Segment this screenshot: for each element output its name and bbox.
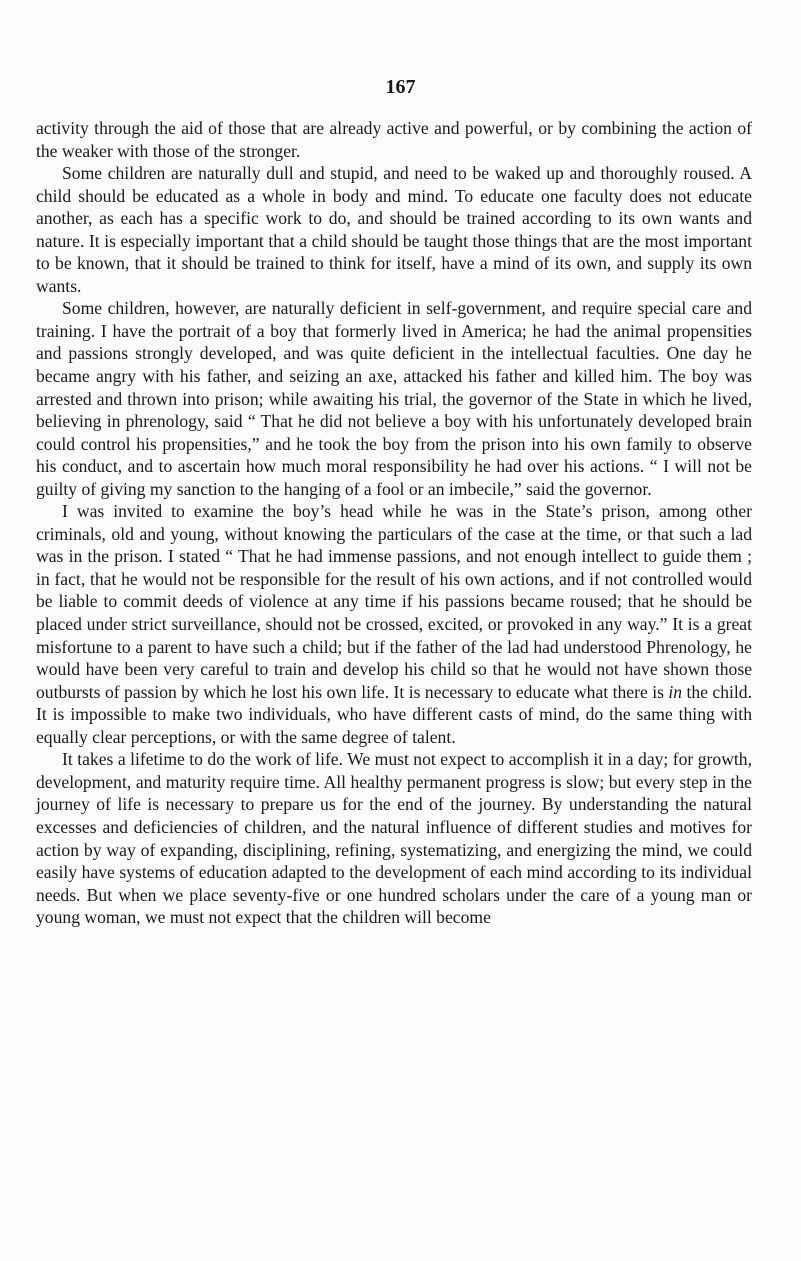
paragraph: I was invited to examine the boy’s head while he was in the State’s prison, among other criminals, old and young, without knowing the particulars of the case at the time, or that such a lad was in the prison. I stated “ That he had immense passions, and not enough intellect to guide them ; in fact, that he would not be responsible for the result of his own actions, and if not controlled would be liable to commit deeds of violence at any time if his passions became roused; that he should be placed under strict surveillance, should not be crossed, excited, or provoked in any way.” It is a great misfortune to a parent to have such a child; but if the father of the lad had understood Phrenology, he would have been very careful to train and develop his child so that he would not have shown those outbursts of passion by which he lost his own life. It is necessary to educate what there is in the child. It is impossible to make two individuals, who have different casts of mind, do the same thing with equally clear perceptions, or with the same degree of talent. — [36, 501, 752, 747]
paragraph: Some children are naturally dull and stupid, and need to be waked up and thoroughly roused. A child should be educated as a whole in body and mind. To educate one faculty does not educate another, as each has a specific work to do, and should be trained according to its own wants and nature. It is especially important that a child should be taught those things that are the most important to be known, that it should be trained to think for itself, have a mind of its own, and supply its own wants. — [36, 163, 752, 296]
paragraph: Some children, however, are naturally deficient in self-government, and require special care and training. I have the portrait of a boy that formerly lived in America; he had the animal propensities and passions strongly developed, and was quite deficient in the intellectual faculties. One day he became angry with his father, and seizing an axe, attacked his father and killed him. The boy was arrested and thrown into prison; while awaiting his trial, the governor of the State in which he lived, believing in phrenology, said “ That he did not believe a boy with his unfortunately developed brain could control his propensities,” and he took the boy from the prison into his own family to observe his conduct, and to ascertain how much moral responsibility he had over his actions. “ I will not be guilty of giving my sanction to the hanging of a fool or an imbecile,” said the governor. — [36, 298, 752, 499]
body-text — [36, 117, 752, 929]
emphasis: in — [668, 681, 683, 702]
paragraph: It takes a lifetime to do the work of life. We must not expect to accomplish it in a day; for growth, development, and maturity require time. All healthy permanent progress is slow; but every step in the journey of life is necessary to prepare us for the end of the journey. By understanding the natural excesses and deficiencies of children, and the natural influence of different studies and motives for action by way of expanding, disciplining, refining, systematizing, and energizing the mind, we could easily have systems of education adapted to the development of each mind according to its individual needs. But when we place seventy-five or one hundred scholars under the care of a young man or young woman, we must not expect that the children will become — [36, 749, 752, 928]
page-number: 167 — [385, 76, 416, 98]
paragraph: activity through the aid of those that are already active and powerful, or by combining the action of the weaker with those of the stronger. — [36, 118, 752, 161]
